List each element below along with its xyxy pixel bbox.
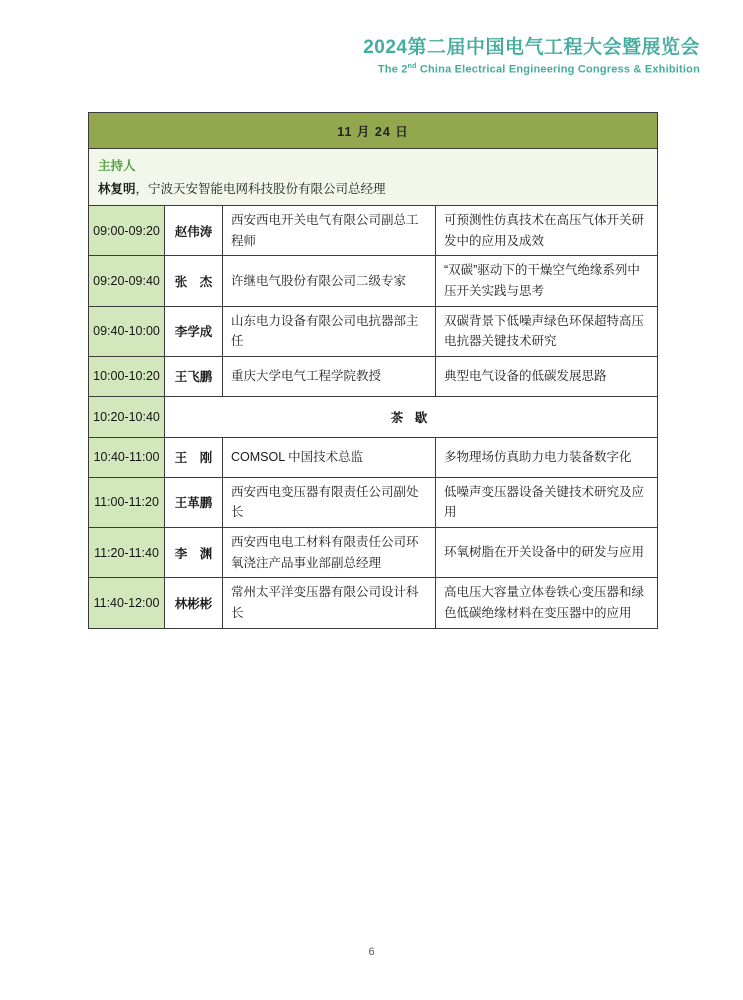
speaker-title: 重庆大学电气工程学院教授 [223,356,436,396]
session-time: 11:20-11:40 [89,528,165,578]
host-label: 主持人 [98,159,136,173]
speaker-name: 赵伟涛 [165,206,223,256]
break-label: 茶 歇 [165,396,658,437]
date-header: 11 月 24 日 [89,113,658,149]
event-title-en-sup: nd [407,62,417,70]
session-row [89,206,658,256]
speaker-title: 山东电力设备有限公司电抗器部主任 [223,306,436,356]
break-row [89,396,658,437]
session-time: 11:00-11:20 [89,477,165,527]
session-time: 11:40-12:00 [89,578,165,628]
speaker-name: 林彬彬 [165,578,223,628]
speaker-name: 王 刚 [165,437,223,477]
page-header [363,36,700,75]
host-name: 林复明 [98,182,136,196]
session-time: 10:40-11:00 [89,437,165,477]
speaker-name: 张 杰 [165,256,223,306]
session-topic: 双碳背景下低噪声绿色环保超特高压电抗器关键技术研究 [436,306,658,356]
session-time: 09:20-09:40 [89,256,165,306]
speaker-name: 王革鹏 [165,477,223,527]
speaker-name: 王飞鹏 [165,356,223,396]
session-topic: 可预测性仿真技术在高压气体开关研发中的应用及成效 [436,206,658,256]
session-topic: “双碳”驱动下的干燥空气绝缘系列中压开关实践与思考 [436,256,658,306]
session-time: 09:40-10:00 [89,306,165,356]
session-time: 09:00-09:20 [89,206,165,256]
session-topic: 多物理场仿真助力电力装备数字化 [436,437,658,477]
speaker-title: COMSOL 中国技术总监 [223,437,436,477]
session-row [89,437,658,477]
session-topic: 环氧树脂在开关设备中的研发与应用 [436,528,658,578]
host-row [89,149,658,206]
schedule-table [88,112,658,629]
session-row [89,528,658,578]
host-cell [89,149,658,206]
session-row [89,256,658,306]
speaker-title: 西安西电开关电气有限公司副总工程师 [223,206,436,256]
session-row [89,356,658,396]
session-topic: 典型电气设备的低碳发展思路 [436,356,658,396]
speaker-name: 李 渊 [165,528,223,578]
session-row [89,306,658,356]
event-title-en-prefix: The 2 [377,63,408,76]
session-topic: 高电压大容量立体卷铁心变压器和绿色低碳绝缘材料在变压器中的应用 [436,578,658,628]
host-line [98,179,648,197]
event-title-en [363,63,700,76]
session-topic: 低噪声变压器设备关键技术研究及应用 [436,477,658,527]
host-description: ，宁波天安智能电网科技股份有限公司总经理 [135,182,386,196]
speaker-name: 李学成 [165,306,223,356]
event-title-cn: 2024第二届中国电气工程大会暨展览会 [363,37,700,58]
session-time: 10:20-10:40 [89,396,165,437]
session-row [89,477,658,527]
speaker-title: 常州太平洋变压器有限公司设计科长 [223,578,436,628]
page-number: 6 [368,946,375,958]
date-header-row [89,113,658,149]
speaker-title: 许继电气股份有限公司二级专家 [223,256,436,306]
event-title-en-suffix: China Electrical Engineering Congress & Exhibition [416,63,700,76]
speaker-title: 西安西电电工材料有限责任公司环氧浇注产品事业部副总经理 [223,528,436,578]
page-footer [0,946,743,958]
session-time: 10:00-10:20 [89,356,165,396]
session-row [89,578,658,628]
speaker-title: 西安西电变压器有限责任公司副处长 [223,477,436,527]
